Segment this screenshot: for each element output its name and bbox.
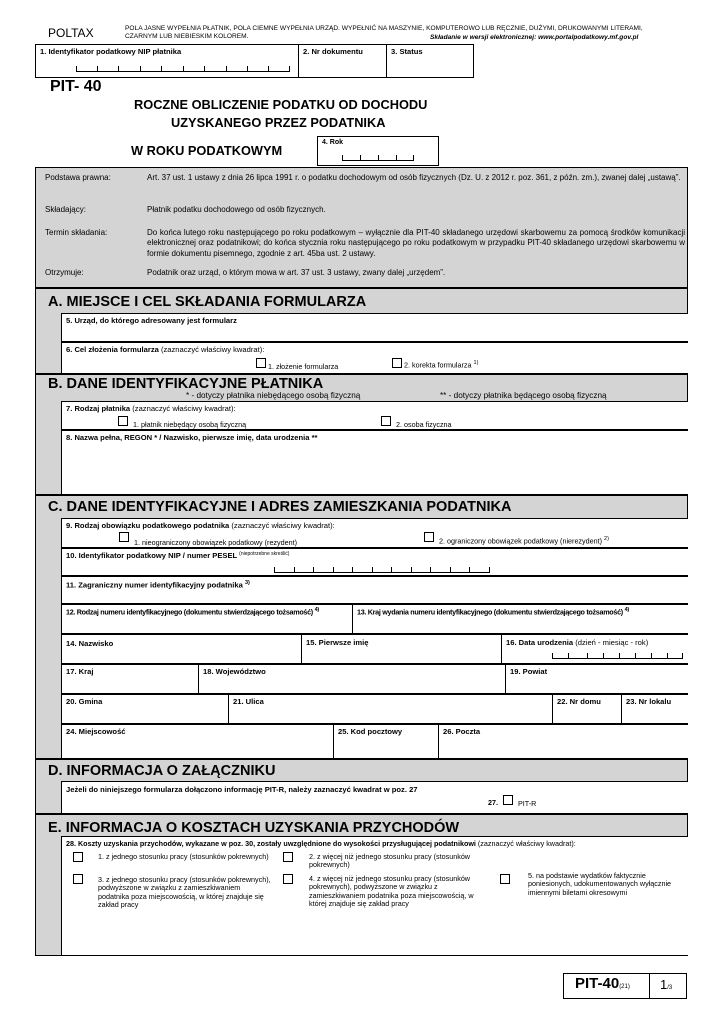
field-6-label: 6. Cel złożenia formularza (zaznaczyć właściwy kwadrat): [66, 345, 265, 354]
section-e-title: E. INFORMACJA O KOSZTACH UZYSKANIA PRZYCHODÓW [48, 820, 460, 836]
field-27-label: 27. [488, 798, 498, 807]
field-17-kraj[interactable] [61, 664, 199, 694]
field-11-zagraniczny-numer[interactable] [61, 576, 688, 604]
deadline-label: Termin składania: [45, 228, 108, 237]
checkbox-platnik-niebedacy[interactable] [118, 416, 128, 426]
field-25-label: 25. Kod pocztowy [338, 727, 403, 736]
option-koszty-4-label: 4. z więcej niż jednego stosunku pracy (stosunków pokrewnych), podwyższone w związku z zamieszkiwaniem podatnika poza miejscowością, w której znajduje się zakład pracy [309, 874, 474, 908]
field-19-powiat[interactable] [505, 664, 688, 694]
field-3-status [386, 44, 474, 78]
footer-page-number: 1/3 [660, 977, 673, 992]
field-24-label: 24. Miejscowość [66, 727, 126, 736]
footer-divider [649, 974, 650, 998]
option-rezydent-label: 1. nieograniczony obowiązek podatkowy (rezydent) [134, 538, 298, 547]
field-14-nazwisko[interactable] [61, 634, 302, 664]
checkbox-zlozenie[interactable] [256, 358, 266, 368]
field-13-kraj-wydania[interactable] [352, 604, 688, 634]
field-24-miejscowosc[interactable] [61, 724, 334, 759]
field-25-kod-pocztowy[interactable] [333, 724, 439, 759]
basis-row-otrzymuje [45, 268, 685, 279]
field-5-label: 5. Urząd, do którego adresowany jest formularz [66, 316, 237, 325]
checkbox-koszty-4[interactable] [283, 874, 293, 884]
checkbox-koszty-2[interactable] [283, 852, 293, 862]
poltax-label: POLTAX [48, 26, 94, 40]
section-d-instruction: Jeżeli do niniejszego formularza dołączono informację PIT-R, należy zaznaczyć kwadrat w poz. 27 [66, 785, 418, 794]
form-title-line2: UZYSKANEGO PRZEZ PODATNIKA [171, 115, 386, 130]
option-koszty-5-label: 5. na podstawie wydatków faktycznie poniesionych, udokumentowanych wyłącznie imiennymi biletami okresowymi [528, 871, 672, 897]
field-7-label: 7. Rodzaj płatnika (zaznaczyć właściwy kwadrat): [66, 404, 236, 413]
option-osoba-fizyczna-label: 2. osoba fizyczna [396, 420, 452, 429]
field-20-gmina[interactable] [61, 694, 229, 724]
pit-r-label: PIT-R [518, 799, 537, 808]
field-21-label: 21. Ulica [233, 697, 264, 706]
pesel-digit-ticks [274, 568, 490, 573]
basis-row-skladajacy [45, 205, 685, 216]
birthdate-digit-ticks [552, 654, 683, 659]
field-4-rok[interactable] [317, 136, 439, 166]
year-digit-ticks [342, 156, 414, 161]
field-10-label: 10. Identyfikator podatkowy NIP / numer PESEL $^{(niepotrzebne skreślić)}$ [66, 551, 290, 560]
option-koszty-1-label: 1. z jednego stosunku pracy (stosunków pokrewnych) [98, 852, 269, 861]
filling-instructions: POLA JASNE WYPEŁNIA PŁATNIK, POLA CIEMNE WYPEŁNIA URZĄD. WYPEŁNIĆ NA MASZYNIE, KOMPUTEROWO LUB RĘCZNIE, DUŻYMI, DRUKOWANYMI LITERAMI, CZARNYM LUB NIEBIESKIM KOLOREM. [125, 25, 643, 40]
field-23-label: 23. Nr lokalu [626, 697, 672, 706]
field-2-nr-dokumentu [298, 44, 387, 78]
option-nierezydent-label: 2. ograniczony obowiązek podatkowy (nierezydent) $^{2)}$ [439, 536, 609, 546]
section-a-title: A. MIEJSCE I CEL SKŁADANIA FORMULARZA [48, 294, 367, 310]
field-18-wojewodztwo[interactable] [198, 664, 506, 694]
field-26-label: 26. Poczta [443, 727, 481, 736]
field-8-label: 8. Nazwa pełna, REGON * / Nazwisko, pierwsze imię, data urodzenia ** [66, 433, 318, 442]
basis-text: Art. 37 ust. 1 ustawy z dnia 26 lipca 1991 r. o podatku dochodowym od osób fizycznych (Dz. U. z 2012 r. poz. 361, z późn. zm.), zwanej dalej „ustawą”. [147, 173, 681, 182]
section-b-title: B. DANE IDENTYFIKACYJNE PŁATNIKA [48, 376, 324, 392]
field-28-label: 28. Koszty uzyskania przychodów, wykazane w poz. 30, zostały uwzględnione do wysokości przysługującej podatnikowi (zaznaczyć właściwy kwadrat): [66, 839, 576, 848]
option-koszty-2-label: 2. z więcej niż jednego stosunku pracy (stosunków pokrewnych) [309, 852, 471, 870]
section-c-title: C. DANE IDENTYFIKACYJNE I ADRES ZAMIESZKANIA PODATNIKA [48, 499, 512, 515]
field-1-label: 1. Identyfikator podatkowy NIP płatnika [40, 47, 182, 56]
checkbox-korekta[interactable] [392, 358, 402, 368]
field-18-label: 18. Województwo [203, 667, 266, 676]
field-26-poczta[interactable] [438, 724, 688, 759]
form-code: PIT- 40 [50, 78, 102, 95]
field-23-nr-lokalu[interactable] [621, 694, 688, 724]
field-14-label: 14. Nazwisko [66, 639, 114, 648]
field-2-label: 2. Nr dokumentu [303, 47, 363, 56]
field-27-box [61, 781, 688, 814]
field-21-ulica[interactable] [228, 694, 553, 724]
field-12-rodzaj-numeru[interactable] [61, 604, 353, 634]
footer-form-code: PIT-40(21) [575, 975, 630, 992]
year-label: W ROKU PODATKOWYM [131, 143, 283, 158]
checkbox-osoba-fizyczna[interactable] [381, 416, 391, 426]
option-korekta-label: 2. korekta formularza $^{1)}$ [404, 360, 479, 370]
option-koszty-3-label: 3. z jednego stosunku pracy (stosunków pokrewnych), podwyższone w związku z zamieszkiwaniem podatnika poza miejscowością, w której znajduje się zakład pracy [98, 875, 271, 909]
field-4-label: 4. Rok [322, 139, 344, 146]
submitter-label: Składający: [45, 205, 86, 214]
deadline-text: Do końca lutego roku następującego po roku podatkowym – wyłącznie dla PIT-40 składanego urzędowi skarbowemu za pomocą środków komunikacji elektronicznej oraz podatnikowi; do końca stycznia roku następującego po roku podatkowym w przypadku PIT-40 składanego urzędowi skarbowemu w formie dokumentu pisemnego, zgodnie z art. 45ba ust. 2 ustawy. [147, 228, 685, 258]
electronic-submission-note: Składanie w wersji elektronicznej: www.portalpodatkowy.mf.gov.pl [430, 34, 639, 41]
field-10-nip-pesel[interactable] [61, 548, 688, 576]
basis-row-termin [45, 228, 685, 260]
nip-digit-ticks [76, 67, 290, 72]
field-3-label: 3. Status [391, 47, 423, 56]
field-15-label: 15. Pierwsze imię [306, 638, 369, 647]
checkbox-pit-r[interactable] [503, 795, 513, 805]
field-5-urzad[interactable] [61, 313, 688, 342]
checkbox-koszty-1[interactable] [73, 852, 83, 862]
submitter-text: Płatnik podatku dochodowego od osób fizycznych. [147, 205, 326, 214]
field-16-label: 16. Data urodzenia (dzień - miesiąc - rok) [506, 638, 649, 647]
checkbox-nierezydent[interactable] [424, 532, 434, 542]
basis-row-podstawa [45, 173, 685, 195]
field-15-pierwsze-imie[interactable] [301, 634, 502, 664]
field-13-label: 13. Kraj wydania numeru identyfikacyjnego (dokumentu stwierdzającego tożsamość) $^{4)}$ [357, 607, 629, 617]
field-16-data-urodzenia[interactable] [501, 634, 688, 664]
field-22-nr-domu[interactable] [552, 694, 622, 724]
checkbox-koszty-5[interactable] [500, 874, 510, 884]
note-non-natural-person: * - dotyczy płatnika niebędącego osobą fizyczną [186, 391, 361, 400]
field-17-label: 17. Kraj [66, 667, 94, 676]
field-8-nazwa-pelna[interactable] [61, 430, 688, 495]
field-22-label: 22. Nr domu [557, 697, 601, 706]
checkbox-koszty-3[interactable] [73, 874, 83, 884]
recipient-text: Podatnik oraz urząd, o którym mowa w art. 37 ust. 3 ustawy, zwany dalej „urzędem”. [147, 268, 446, 277]
section-d-title: D. INFORMACJA O ZAŁĄCZNIKU [48, 763, 276, 779]
field-11-label: 11. Zagraniczny numer identyfikacyjny podatnika $^{3)}$ [66, 580, 250, 590]
option-platnik-niebedacy-label: 1. płatnik niebędący osobą fizyczną [133, 420, 247, 429]
field-20-label: 20. Gmina [66, 697, 103, 706]
checkbox-rezydent[interactable] [119, 532, 129, 542]
recipient-label: Otrzymuje: [45, 268, 84, 277]
field-12-label: 12. Rodzaj numeru identyfikacyjnego (dokumentu stwierdzającego tożsamość) $^{4)}$ [66, 607, 319, 617]
field-1-nip-platnika[interactable] [35, 44, 299, 78]
basis-label: Podstawa prawna: [45, 173, 111, 182]
field-6-cel [61, 342, 688, 374]
option-zlozenie-label: 1. złożenie formularza [268, 362, 339, 371]
note-natural-person: ** - dotyczy płatnika będącego osobą fizyczną [440, 391, 607, 400]
form-title-line1: ROCZNE OBLICZENIE PODATKU OD DOCHODU [134, 97, 428, 112]
field-9-label: 9. Rodzaj obowiązku podatkowego podatnika (zaznaczyć właściwy kwadrat): [66, 521, 335, 530]
field-19-label: 19. Powiat [510, 667, 548, 676]
